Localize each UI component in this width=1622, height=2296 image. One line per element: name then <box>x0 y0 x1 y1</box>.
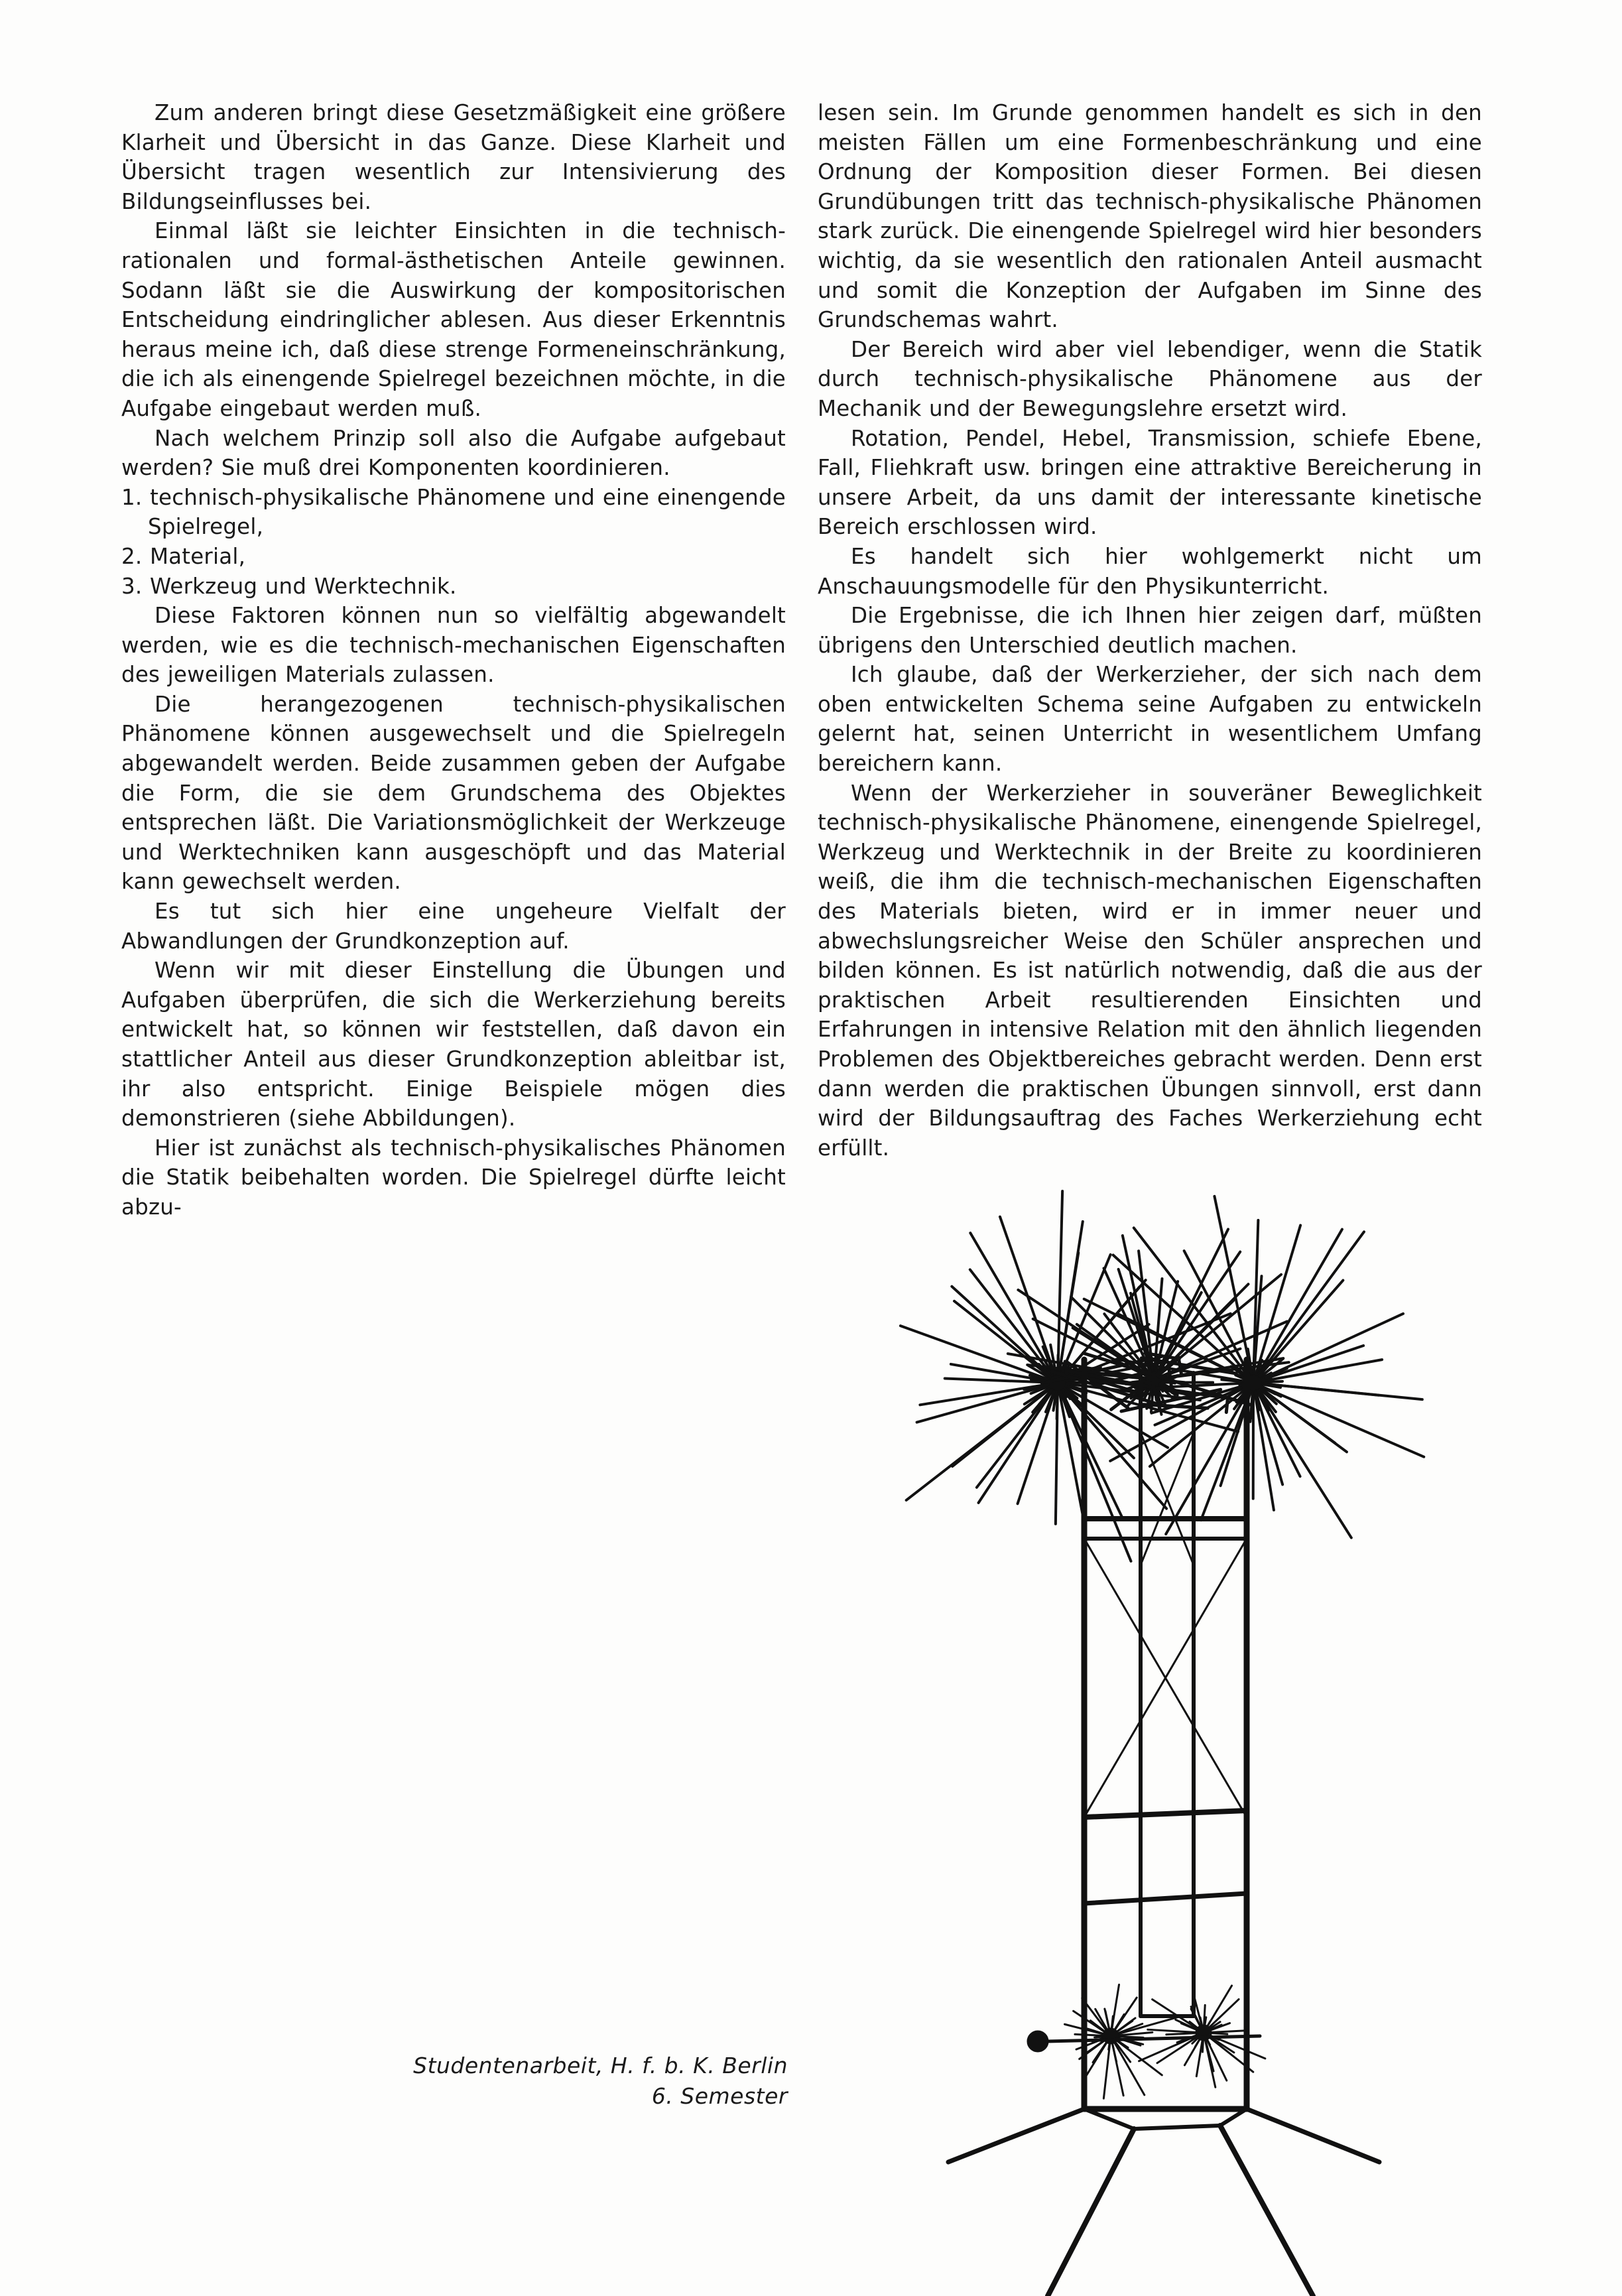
list-item: 2. Material, <box>121 543 246 569</box>
paragraph: lesen sein. Im Grunde genommen handelt es sich in den meisten Fällen um eine Formenbeschränkung und eine Ordnung der Komposition dieser Formen. Bei diesen Grundübungen tritt das technisch-physikalische Phänomen stark zurück. Die einengende Spielregel wird hier besonders wichtig, da sie wesentlich den rationalen Anteil ausmacht und somit die Konzeption der Aufgaben im Sinne des Grundschemas wahrt. <box>818 100 1482 333</box>
paragraph: Die Ergebnisse, die ich Ihnen hier zeigen darf, müßten übrigens den Unterschied deutlich machen. <box>818 603 1482 658</box>
frame-leg <box>1048 2129 1134 2296</box>
wire-hub <box>1103 2028 1119 2044</box>
wire-band <box>1065 1362 1066 1374</box>
list-item: 1. technisch-physikalische Phänomene und eine einengende Spielregel, <box>121 484 786 540</box>
frame-leg <box>948 2109 1084 2162</box>
frame-leg <box>1134 2126 1220 2129</box>
paragraph: Hier ist zunächst als technisch-physikalisches Phänomen die Statik beibehalten worden. Die Spielregel dürfte leicht abzu- <box>121 1135 786 1220</box>
paragraph: Diese Faktoren können nun so vielfältig abgewandelt werden, wie es die technisch-mechanischen Eigenschaften des jeweiligen Materials zulassen. <box>121 603 786 688</box>
wire-axle <box>1048 2036 1260 2041</box>
wire-band <box>1226 1398 1227 1413</box>
paragraph: Wenn der Werkerzieher in souveräner Beweglichkeit technisch-physikalische Phänomene, einengende Spielregel, Werkzeug und Werktechnik in der Breite zu koordinieren weiß, die ihm die technisch-mechanischen Eigenschaften des Materials bieten, wird er in immer neuer und abwechslungsreicher Weise den Schüler ansprechen und bilden können. Es ist natürlich notwendig, daß die aus der praktischen Arbeit resultierenden Einsichten und Erfahrungen in intensive Relation mit den ähnlich liegenden Problemen des Objektbereiches gebracht werden. Denn erst dann werden die praktischen Übungen sinnvoll, erst dann wird der Bildungsauftrag des Faches Werkerziehung echt erfüllt. <box>818 780 1482 1161</box>
paragraph: Zum anderen bringt diese Gesetzmäßigkeit eine größere Klarheit und Übersicht in das Ganze. Diese Klarheit und Übersicht tragen wesentlich zur Intensivierung des Bildungseinflusses bei. <box>121 100 786 214</box>
list-item: 3. Werkzeug und Werktechnik. <box>121 573 457 599</box>
text-column-right <box>818 98 1482 1163</box>
frame-leg <box>1247 2109 1379 2162</box>
paragraph: Die herangezogenen technisch-physikalischen Phänomene können ausgewechselt und die Spielregeln abgewandelt werden. Beide zusammen geben der Aufgabe die Form, die sie dem Grundschema des Objektes entsprechen läßt. Die Variationsmöglichkeit der Werkzeuge und Werktechniken kann ausgeschöpft und das Material kann gewechselt werden. <box>121 691 786 895</box>
paragraph: Einmal läßt sie leichter Einsichten in die technisch-rationalen und formal-ästhetischen Anteile gewinnen. Sodann läßt sie die Auswirkung der kompositorischen Entscheidung eindringlicher ablesen. Aus dieser Erkenntnis heraus meine ich, daß diese strenge Formeneinschränkung, die ich als einengende Spielregel bezeichnen möchte, in die Aufgabe eingebaut werden muß. <box>121 218 786 421</box>
frame-rung <box>1084 1811 1247 1817</box>
frame-leg <box>1220 2126 1313 2296</box>
sculpture-photo <box>849 1154 1472 2296</box>
paragraph: Wenn wir mit dieser Einstellung die Übungen und Aufgaben überprüfen, die sich die Werkerziehung bereits entwickelt hat, so können wir feststellen, daß davon ein stattlicher Anteil aus dieser Grundkonzeption ableitbar ist, ihr also entspricht. Einige Beispiele mögen dies demonstrieren (siehe Abbildungen). <box>121 958 786 1131</box>
frame-rung <box>1084 1893 1247 1903</box>
caption-line-1: Studentenarbeit, H. f. b. K. Berlin <box>413 2053 788 2078</box>
paragraph: Rotation, Pendel, Hebel, Transmission, schiefe Ebene, Fall, Fliehkraft usw. bringen eine attraktive Bereicherung in unsere Arbeit, da uns damit der interessante kinetische Bereich erschlossen wird. <box>818 425 1482 540</box>
paragraph: Ich glaube, daß der Werkerzieher, der sich nach dem oben entwickelten Schema seine Aufgaben zu entwickeln gelernt hat, seinen Unterricht in wesentlichem Umfang bereichern kann. <box>818 662 1482 777</box>
crank-knob <box>1027 2031 1048 2052</box>
paragraph: Der Bereich wird aber viel lebendiger, wenn die Statik durch technisch-physikalische Phänomene aus der Mechanik und der Bewegungslehre ersetzt wird. <box>818 336 1482 421</box>
paragraph: Es handelt sich hier wohlgemerkt nicht um Anschauungsmodelle für den Physikunterricht. <box>818 543 1482 599</box>
wire-sculpture-drawing <box>849 1154 1472 2296</box>
text-column-left <box>121 98 786 1222</box>
paragraph: Nach welchem Prinzip soll also die Aufgabe aufgebaut werden? Sie muß drei Komponenten koordinieren. <box>121 425 786 481</box>
caption-line-2: 6. Semester <box>651 2083 788 2109</box>
paragraph: Es tut sich hier eine ungeheure Vielfalt der Abwandlungen der Grundkonzeption auf. <box>121 899 786 954</box>
wire-band <box>1178 1357 1182 1375</box>
figure-caption <box>371 2051 788 2112</box>
